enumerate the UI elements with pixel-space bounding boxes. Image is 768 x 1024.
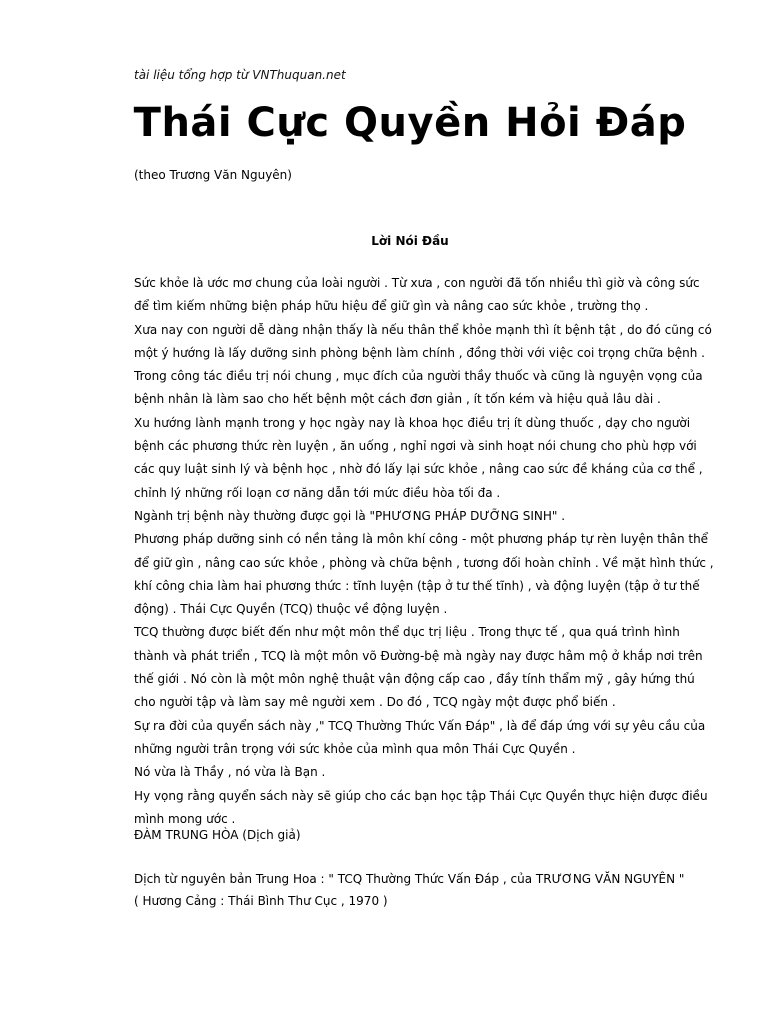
source-note: tài liệu tổng hợp từ VNThuquan.net bbox=[134, 68, 346, 82]
section-heading: Lời Nói Đầu bbox=[371, 234, 449, 248]
publisher-info: ( Hương Cảng : Thái Bình Thư Cục , 1970 ) bbox=[134, 894, 388, 908]
paragraph: Xu hướng lành mạnh trong y học ngày nay là khoa học điều trị ít dùng thuốc , dạy cho người bệnh các phương thức rèn luyện , ăn uống , nghỉ ngơi và sinh hoạt nói chung cho phù hợp với các quy luật sinh lý và bệnh học , nhờ đó lấy lại sức khỏe , nâng cao sức đề kháng của cơ thể , chỉnh lý những rối loạn cơ năng dẫn tới mức điều hòa tối đa . bbox=[134, 415, 703, 500]
paragraph: Phương pháp dưỡng sinh có nền tảng là môn khí công - một phương pháp tự rèn luyện thân thể để giữ gìn , nâng cao sức khỏe , phòng và chữa bệnh , tương đối hoàn chỉnh . Về mặt hình thức , khí công chia làm hai phương thức : tĩnh luyện (tập ở tư thế tĩnh) , và động luyện (tập ở tư thế động) . Thái Cực Quyền (TCQ) thuộc về động luyện . bbox=[134, 532, 714, 617]
paragraph: Nó vừa là Thầy , nó vừa là Bạn . bbox=[134, 765, 326, 780]
paragraph: Xưa nay con người dễ dàng nhận thấy là nếu thân thể khỏe mạnh thì ít bệnh tật , do đó cũng có một ý hướng là lấy dưỡng sinh phòng bệnh làm chính , đồng thời với việc coi trọng chữa bệnh . bbox=[134, 322, 712, 360]
translated-from: Dịch từ nguyên bản Trung Hoa : " TCQ Thường Thức Vấn Đáp , của TRƯƠNG VĂN NGUYÊN " bbox=[134, 872, 685, 886]
paragraph: Sự ra đời của quyển sách này ," TCQ Thường Thức Vấn Đáp" , là để đáp ứng với sự yêu cầu của những người trân trọng với sức khỏe của mình qua môn Thái Cực Quyền . bbox=[134, 718, 706, 756]
paragraph: Sức khỏe là ước mơ chung của loài người . Từ xưa , con người đã tốn nhiều thì giờ và công sức để tìm kiếm những biện pháp hữu hiệu để giữ gìn và nâng cao sức khỏe , trường thọ . bbox=[134, 276, 700, 314]
author-note: (theo Trương Văn Nguyên) bbox=[134, 168, 292, 182]
paragraph: Trong công tác điều trị nói chung , mục đích của người thầy thuốc và cũng là nguyện vọng của bệnh nhân là làm sao cho hết bệnh một cách đơn giản , ít tốn kém và hiệu quả lâu dài . bbox=[134, 369, 703, 407]
paragraph: TCQ thường được biết đến như một môn thể dục trị liệu . Trong thực tế , qua quá trình hình thành và phát triển , TCQ là một môn võ Đường-bệ mà ngày nay được hâm mộ ở khắp nơi trên thế giới . Nó còn là một môn nghệ thuật vận động cấp cao , đầy tính thẩm mỹ , gây hứng thú cho người tập và làm say mê người xem . Do đó , TCQ ngày một được phổ biến . bbox=[134, 625, 703, 710]
paragraph: Hy vọng rằng quyển sách này sẽ giúp cho các bạn học tập Thái Cực Quyền thực hiện được điều mình mong ước . bbox=[134, 788, 708, 826]
body-text bbox=[134, 272, 714, 831]
document-title: Thái Cực Quyền Hỏi Đáp bbox=[133, 100, 687, 146]
translator-credit: ĐÀM TRUNG HÒA (Dịch giả) bbox=[134, 828, 301, 842]
paragraph: Ngành trị bệnh này thường được gọi là "PHƯƠNG PHÁP DƯỠNG SINH" . bbox=[134, 508, 566, 523]
